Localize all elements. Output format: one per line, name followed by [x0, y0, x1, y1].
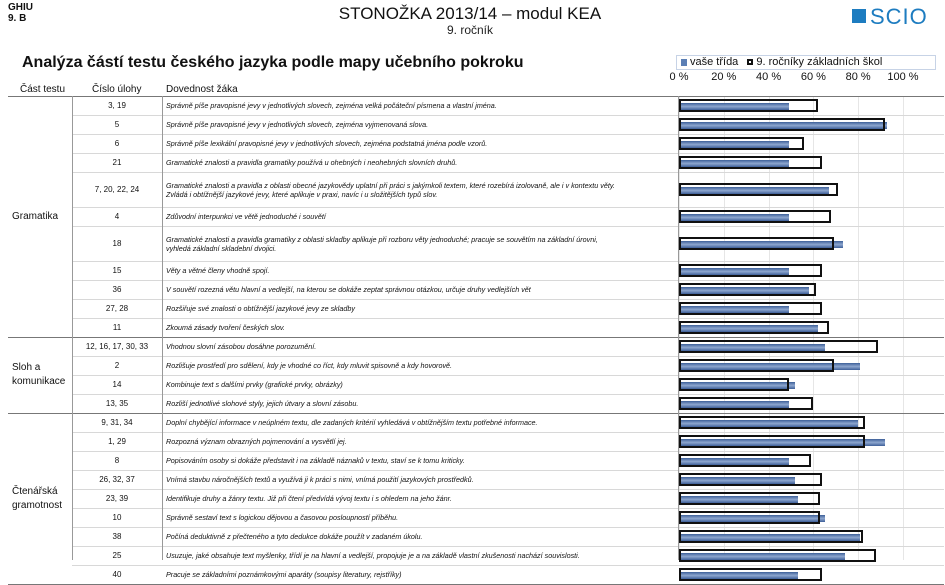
bar-all-schools	[679, 435, 865, 448]
skill-line: Správně píše pravopisné jevy v jednotlivých slovech, zejména velká počáteční písmena a vlastní jména.	[166, 101, 497, 110]
task-numbers: 26, 32, 37	[99, 474, 135, 484]
bar-all-schools	[679, 283, 816, 296]
page-title: Analýza částí testu českého jazyka podle mapy učebního pokroku	[22, 54, 524, 71]
task-numbers: 11	[112, 322, 122, 332]
task-numbers: 10	[112, 512, 122, 522]
row-separator	[72, 508, 944, 509]
legend-class-label: vaše třída	[690, 56, 739, 68]
bar-all-schools	[679, 210, 831, 223]
bar-all-schools	[679, 321, 829, 334]
column-divider	[678, 96, 679, 560]
skill-description	[166, 304, 671, 313]
skill-description	[166, 494, 671, 503]
bar-all-schools	[679, 378, 789, 391]
skill-description	[166, 532, 671, 541]
report-subtitle: 9. ročník	[446, 23, 494, 37]
skill-description	[166, 235, 671, 253]
column-header-part: Část testu	[20, 84, 66, 95]
bar-all-schools	[679, 137, 804, 150]
task-numbers: 14	[112, 379, 122, 389]
school-label	[8, 2, 33, 24]
row-separator	[72, 527, 944, 528]
column-header-tasks: Číslo úlohy	[92, 84, 142, 95]
row-separator	[72, 451, 944, 452]
row-separator	[72, 470, 944, 471]
row-separator	[72, 565, 944, 566]
bar-all-schools	[679, 237, 834, 250]
section-name-line: Sloh a	[12, 362, 41, 373]
skill-line: Správně píše pravopisné jevy v jednotlivých slovech, zejména vyjmenovaná slova.	[166, 120, 429, 129]
skill-line: Gramatické znalosti a pravidla gramatiky používá u ohebných i neohebných slovních druhů.	[166, 158, 458, 167]
skill-description	[166, 323, 671, 332]
task-numbers: 8	[114, 455, 120, 465]
task-numbers: 7, 20, 22, 24	[94, 184, 140, 194]
logo-text: SCIO	[870, 4, 928, 29]
row-separator	[72, 299, 944, 300]
task-numbers: 6	[114, 138, 120, 148]
bar-all-schools	[679, 492, 820, 505]
row-separator	[72, 153, 944, 154]
skill-line: V souvětí rozezná větu hlavní a vedlejší, na kterou se dokáže zeptat správnou otázkou, určuje druhy vedlejších vět	[166, 285, 531, 294]
task-numbers: 40	[112, 569, 122, 579]
skill-description	[166, 551, 671, 560]
section-name-line: gramotnost	[12, 499, 63, 511]
skill-description	[166, 437, 671, 446]
bar-all-schools	[679, 511, 820, 524]
skill-line: Správně píše lexikální pravopisné jevy v jednotlivých slovech, zejména podstatná jména podle vzorů.	[166, 139, 488, 148]
row-separator	[72, 115, 944, 116]
section-name-line: komunikace	[12, 376, 66, 387]
skill-description	[166, 181, 671, 199]
skill-line: Doplní chybějící informace v neúplném textu, dle zadaných kritérií vyhledává v obtížnějším textu potřebné informace.	[166, 418, 538, 427]
section-name	[12, 361, 65, 389]
task-numbers: 25	[112, 550, 122, 560]
bar-all-schools	[679, 454, 811, 467]
logo-mark-icon	[852, 9, 866, 23]
task-numbers: 36	[112, 284, 122, 294]
skill-description	[166, 120, 671, 129]
row-separator	[72, 261, 944, 262]
bar-all-schools	[679, 530, 863, 543]
report-header	[280, 4, 660, 37]
axis-tick-label: 100 %	[887, 71, 919, 83]
legend-all-swatch	[747, 59, 753, 65]
row-separator	[72, 394, 944, 395]
skill-description	[166, 285, 671, 294]
section-separator	[8, 413, 944, 414]
scio-logo	[852, 4, 928, 30]
skill-description	[166, 266, 671, 275]
bar-all-schools	[679, 156, 822, 169]
skill-line: Kombinuje text s dalšími prvky (grafické prvky, obrázky)	[166, 380, 343, 389]
skill-description	[166, 475, 671, 484]
legend-class-swatch	[681, 59, 687, 66]
skill-line: Vnímá stavbu náročnějších textů a využívá ji k práci s nimi, vnímá použití jazykových prostředků.	[166, 475, 474, 484]
skill-description	[166, 380, 671, 389]
task-numbers: 38	[112, 531, 122, 541]
skill-description	[166, 418, 671, 427]
skill-line: Rozlišuje prostředí pro sdělení, kdy je vhodné co říct, kdy mluvit spisovně a kdy hovorově.	[166, 361, 453, 370]
bar-all-schools	[679, 416, 865, 429]
bar-all-schools	[679, 397, 813, 410]
skill-description	[166, 570, 671, 579]
bar-all-schools	[679, 99, 818, 112]
skill-line: Počíná deduktivně z přečteného a tyto dedukce dokáže použít v zadaném úkolu.	[166, 532, 423, 541]
task-numbers: 21	[112, 157, 122, 167]
bar-all-schools	[679, 359, 834, 372]
skill-description	[166, 399, 671, 408]
bar-all-schools	[679, 183, 838, 196]
section-name-line: Čtenářská	[12, 485, 58, 497]
skill-line: Věty a větné členy vhodně spojí.	[166, 266, 270, 275]
bar-all-schools	[679, 264, 822, 277]
skill-description	[166, 513, 671, 522]
gridline	[903, 96, 904, 560]
task-numbers: 27, 28	[105, 303, 129, 313]
skill-line: Správně sestaví text s logickou dějovou a časovou posloupností příběhu.	[166, 513, 399, 522]
skill-line: Pracuje se základními poznámkovými aparáty (soupisy literatury, rejstříky)	[166, 570, 402, 579]
axis-tick-label: 40 %	[756, 71, 782, 83]
bar-all-schools	[679, 473, 822, 486]
legend-all-label: 9. ročníky základních škol	[756, 56, 883, 68]
task-numbers: 5	[114, 119, 120, 129]
skill-line: Rozpozná význam obrazných pojmenování a vysvětlí jej.	[166, 437, 347, 446]
row-separator	[72, 318, 944, 319]
column-divider	[72, 96, 73, 560]
row-separator	[72, 489, 944, 490]
skill-line: Zvládá i obtížnější jazykové jevy, které aplikuje v praxi, navíc i u složitějších typů slov.	[166, 189, 438, 199]
skill-description	[166, 101, 671, 110]
row-separator	[72, 546, 944, 547]
table-top-border	[8, 96, 944, 97]
axis-tick-label: 80 %	[845, 71, 871, 83]
column-header-skill: Dovednost žáka	[166, 84, 238, 95]
task-numbers: 4	[114, 211, 120, 221]
skill-line: Vhodnou slovní zásobou dosáhne porozumění.	[166, 342, 317, 351]
skill-line: Rozliší jednotlivé slohové styly, jejich útvary a slovní zásobu.	[166, 399, 359, 408]
task-numbers: 15	[112, 265, 122, 275]
skill-description	[166, 139, 671, 148]
skill-line: Identifikuje druhy a žánry textu. Již při čtení předvídá vývoj textu i s ohledem na jeho žánr.	[166, 494, 452, 503]
skill-line: Popisováním osoby si dokáže představit i na základě náznaků v textu, staví se k tomu kriticky.	[166, 456, 465, 465]
task-numbers: 18	[112, 238, 122, 248]
chart-legend	[676, 55, 936, 70]
task-numbers: 13, 35	[105, 398, 129, 408]
row-separator	[72, 134, 944, 135]
skill-line: Zkoumá zásady tvoření českých slov.	[166, 323, 285, 332]
school-code: GHIU	[8, 2, 33, 13]
bar-all-schools	[679, 118, 885, 131]
skill-description	[166, 212, 671, 221]
section-name	[12, 210, 58, 224]
section-name-line: Gramatika	[12, 210, 59, 222]
axis-tick-label: 60 %	[800, 71, 826, 83]
task-numbers: 23, 39	[105, 493, 129, 503]
task-numbers: 9, 31, 34	[101, 417, 133, 427]
row-separator	[72, 375, 944, 376]
skill-description	[166, 456, 671, 465]
section-separator	[8, 337, 944, 338]
row-separator	[72, 432, 944, 433]
skill-line: Zdůvodní interpunkci ve větě jednoduché i souvětí	[166, 212, 326, 221]
skill-line: Gramatické znalosti a pravidla z oblasti obecné jazykovědy uplatní při práci s jakýmkoli textem, které rozebírá izolovaně, ale i v kontextu věty.	[166, 180, 615, 190]
row-separator	[72, 207, 944, 208]
task-numbers: 2	[114, 360, 120, 370]
skill-description	[166, 158, 671, 167]
axis-tick-label: 20 %	[711, 71, 737, 83]
column-divider	[162, 96, 163, 560]
gridline	[858, 96, 859, 560]
row-separator	[72, 172, 944, 173]
report-title: STONOŽKA 2013/14 – modul KEA	[338, 4, 602, 23]
bar-all-schools	[679, 302, 822, 315]
task-numbers: 1, 29	[108, 436, 126, 446]
row-separator	[72, 356, 944, 357]
section-name	[12, 485, 62, 513]
skill-line: Usuzuje, jaké obsahuje text myšlenky, třídí je na hlavní a vedlejší, propojuje je a na základě vlastní zkušenosti nachází souvislosti.	[166, 551, 580, 560]
skill-line: vyhledá základní skladební dvojici.	[166, 243, 277, 253]
skill-line: Gramatické znalosti a pravidla gramatiky z oblasti skladby aplikuje při rozboru věty jednoduché; pracuje se souvětím na základní úrovni,	[166, 234, 598, 244]
skill-line: Rozšiřuje své znalosti o obtížnější jazykové jevy ze skladby	[166, 304, 355, 313]
row-separator	[72, 280, 944, 281]
task-numbers: 12, 16, 17, 30, 33	[85, 341, 149, 351]
class-name: 9. B	[8, 13, 27, 24]
skill-description	[166, 361, 671, 370]
skill-description	[166, 342, 671, 351]
task-numbers: 3, 19	[108, 100, 126, 110]
row-separator	[72, 226, 944, 227]
axis-tick-label: 0 %	[669, 71, 689, 83]
bar-all-schools	[679, 340, 878, 353]
bar-all-schools	[679, 568, 822, 581]
